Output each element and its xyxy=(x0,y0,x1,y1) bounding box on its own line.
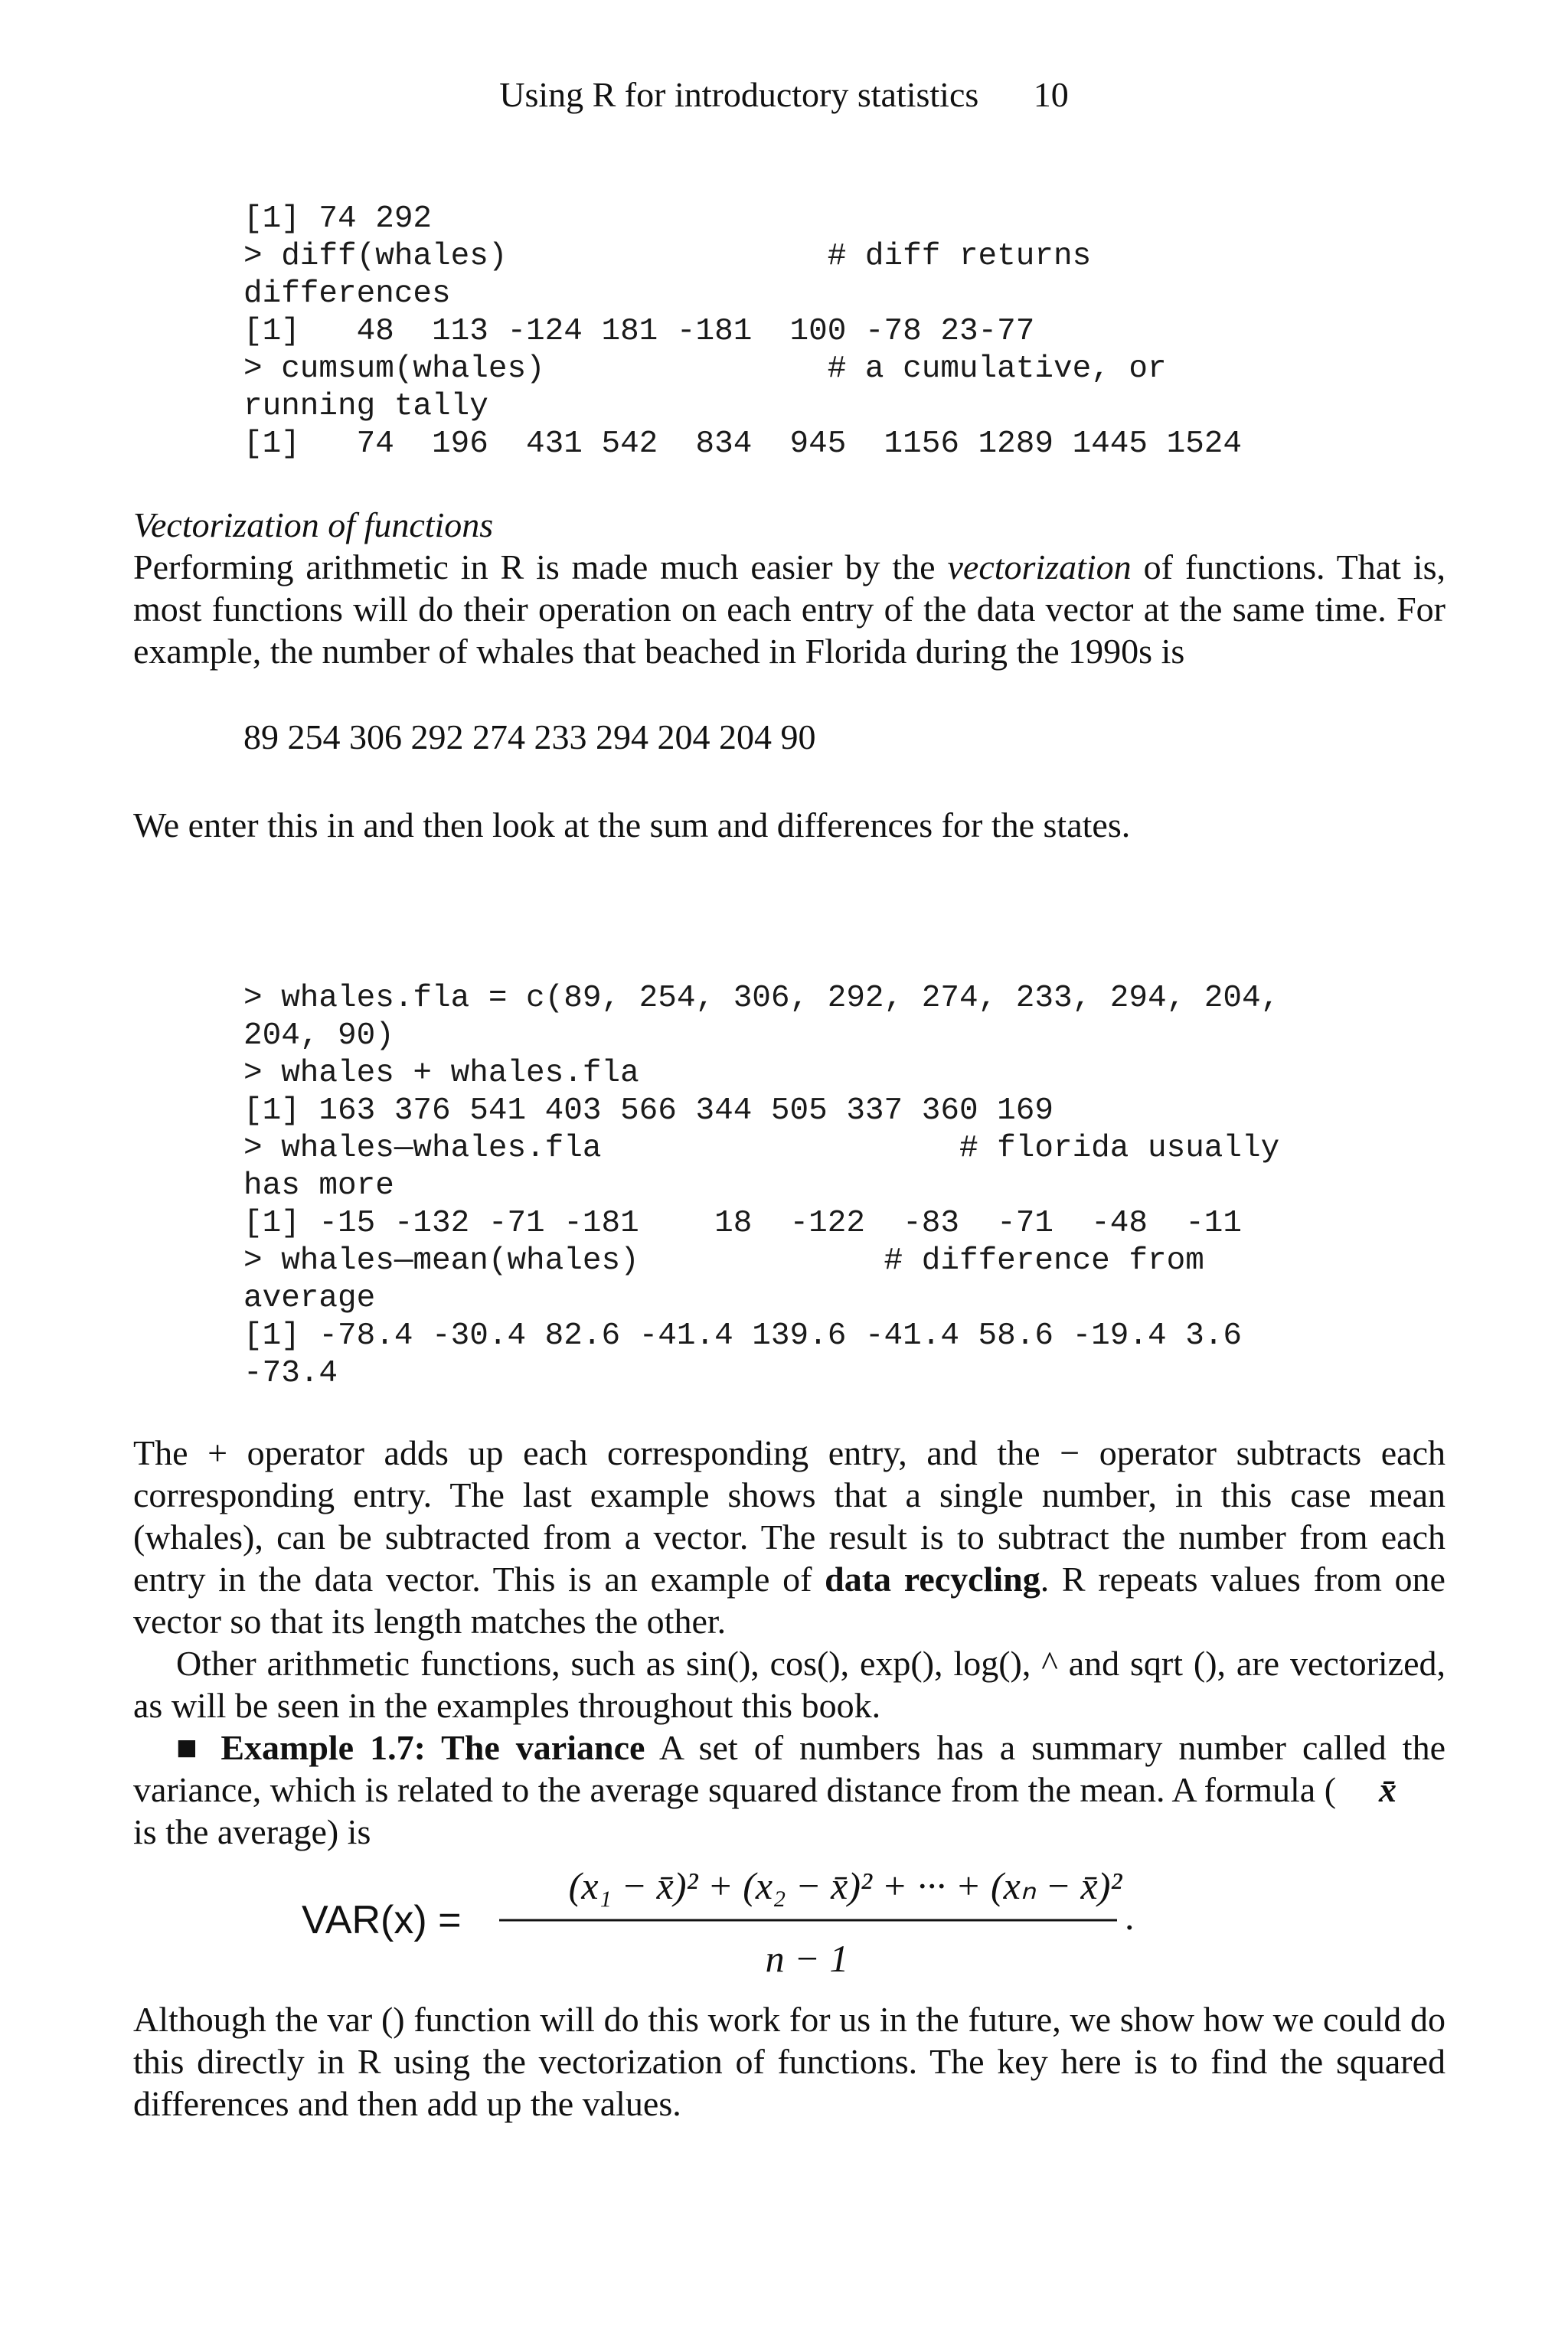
formula-numerator: (x₁ − x̄)² + (x₂ − x̄)² + ··· + (xₙ − x̄)² xyxy=(568,1864,1122,1907)
code-line: > whales + whales.fla xyxy=(243,1056,639,1091)
emphasis-vectorization: vectorization xyxy=(947,547,1132,586)
formula-lhs: VAR(x) = xyxy=(302,1898,462,1942)
paragraph-data-recycling xyxy=(133,1432,1446,1853)
code-line: [1] 74 292 xyxy=(243,201,433,237)
code-line: > diff(whales) # diff returns xyxy=(243,239,1092,274)
paragraph-vectorization xyxy=(133,546,1446,672)
paragraph-closing xyxy=(133,1998,1446,2125)
code-line: 204, 90) xyxy=(243,1018,394,1054)
example-marker: ■ xyxy=(176,1728,205,1767)
para-text: of functions. That is, most functions will do their operation on each entry of the data vector at the same time. For example, the number of whales that beached in Florida during the 1990s is xyxy=(133,547,1446,671)
code-line: [1] 48 113 -124 181 -181 100 -78 23-77 xyxy=(243,314,1035,349)
code-block-diff-cumsum xyxy=(243,201,1242,463)
code-line: [1] -78.4 -30.4 82.6 -41.4 139.6 -41.4 58.6 -19.4 3.6 xyxy=(243,1318,1243,1354)
code-line: [1] 74 196 431 542 834 945 1156 1289 1445 1524 xyxy=(243,426,1243,462)
para-text: A set of numbers has a summary number called the variance, which is related to the average squared distance from the mean. A formula ( xyxy=(133,1728,1446,1809)
para-text: Although the var () function will do this work for us in the future, we show how we could do this directly in R using the vectorization of functions. The key here is to find the squared differences and then add up the values. xyxy=(133,2000,1446,2123)
code-line: > whales—mean(whales) # difference from xyxy=(243,1243,1204,1279)
code-line: > whales—whales.fla # florida usually xyxy=(243,1131,1280,1166)
formula-period: . xyxy=(1125,1895,1135,1938)
section-subheading: Vectorization of functions xyxy=(133,505,494,544)
running-title: Using R for introductory statistics xyxy=(499,75,979,114)
code-line: [1] 163 376 541 403 566 344 505 337 360 169 xyxy=(243,1093,1054,1129)
para-text: Performing arithmetic in R is made much easier by the xyxy=(133,547,948,586)
formula-denominator: n − 1 xyxy=(765,1937,849,1980)
xbar-symbol: x̄ xyxy=(1379,1770,1397,1809)
para-text: The + operator adds up each corresponding entry, and the − operator subtracts each corresponding entry. The last example shows that a single number, in this case mean (whales), can be subtracted from a vector. The result is to subtract the number from each entry in the data vector. This is an example of xyxy=(133,1433,1446,1599)
code-line: [1] -15 -132 -71 -181 18 -122 -83 -71 -48 -11 xyxy=(243,1206,1243,1241)
code-block-whales-fla xyxy=(243,980,1279,1393)
paragraph-enter-data xyxy=(133,804,1446,846)
florida-data-line: 89 254 306 292 274 233 294 204 204 90 xyxy=(243,717,816,756)
example-paragraph xyxy=(133,1726,1446,1853)
page-number: 10 xyxy=(1033,75,1069,114)
code-line: differences xyxy=(243,276,451,312)
code-line: running tally xyxy=(243,389,488,424)
code-line: > whales.fla = c(89, 254, 306, 292, 274, 233, 294, 204, xyxy=(243,981,1280,1016)
paragraph-other-functions: Other arithmetic functions, such as sin(), cos(), exp(), log(), ^ and sqrt (), are vectorized, as will be seen in the examples throughout this book. xyxy=(133,1644,1446,1725)
code-line: average xyxy=(243,1281,376,1316)
formula-svg xyxy=(302,1853,1159,1983)
code-line: > cumsum(whales) # a cumulative, or xyxy=(243,351,1167,387)
bold-data-recycling: data recycling xyxy=(825,1560,1040,1599)
running-header xyxy=(0,74,1568,116)
example-title: Example 1.7: The variance xyxy=(220,1728,645,1767)
para-text: is the average) is xyxy=(133,1812,371,1851)
variance-formula xyxy=(302,1853,1159,1983)
para-text: . R repeats values from one vector so that its length matches the other. xyxy=(133,1560,1446,1641)
code-line: -73.4 xyxy=(243,1356,338,1391)
para-text: We enter this in and then look at the sum and differences for the states. xyxy=(133,805,1131,844)
code-line: has more xyxy=(243,1168,394,1204)
